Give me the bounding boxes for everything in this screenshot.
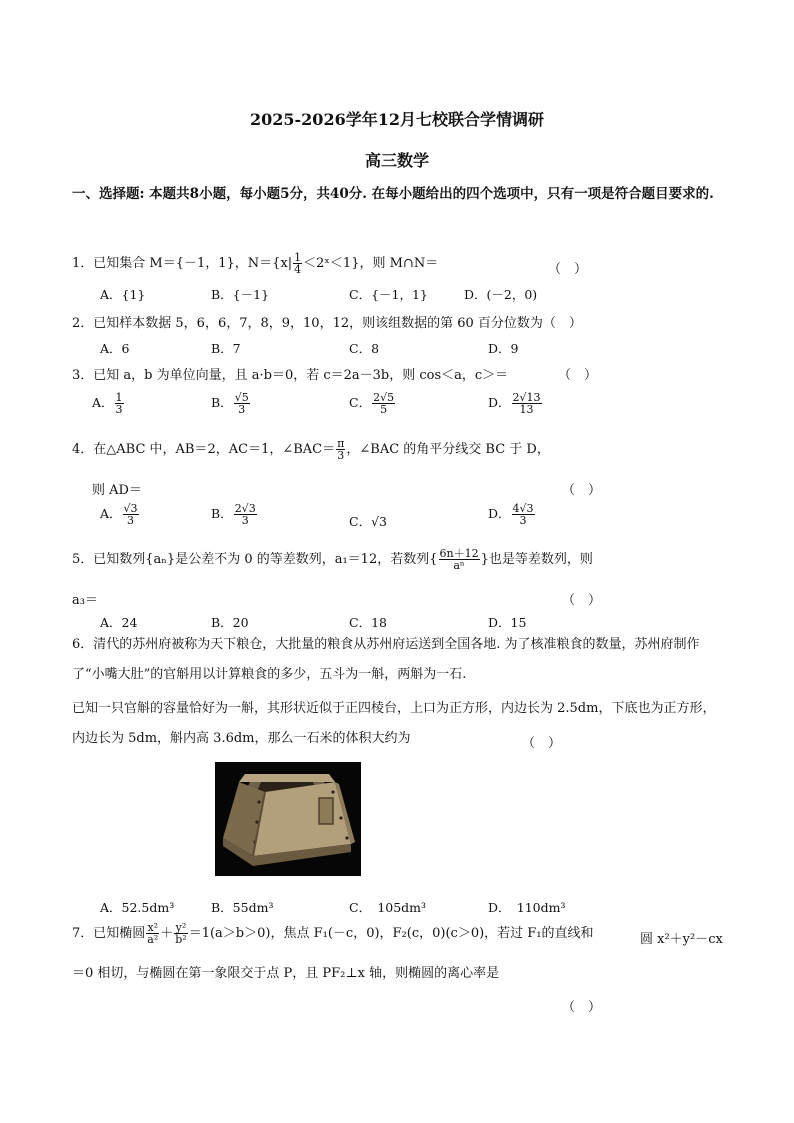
q6-option-b: B．55dm³ xyxy=(211,900,274,915)
q7-fraction-x: $\frac{\text{x²}}{\text{a²}}$ xyxy=(147,921,159,946)
q1-option-d: D．(－2，0) xyxy=(464,287,538,302)
question-3: 3．已知 a，b 为单位向量，且 a·b＝0，若 c＝2a－3b，则 cos＜a，c＞＝ xyxy=(72,368,509,383)
q5-option-d: D．15 xyxy=(488,615,527,630)
q4-line-2: 则 AD＝ xyxy=(92,483,142,498)
question-6-para-2: 已知一只官斛的容量恰好为一斛，其形状近似于正四棱台，上口为正方形，内边长为 2.5dm，下底也为正方形，内边长为 5dm，斛内高 3.6dm，那么一石米的体积大约为 xyxy=(72,701,716,746)
q3-answer-paren: （ ） xyxy=(558,368,598,383)
q7-line-2: ＝0 相切，与椭圆在第一象限交于点 P，且 PF₂⊥x 轴，则椭圆的离心率是 xyxy=(72,966,500,981)
q6-answer-paren: （ ） xyxy=(522,736,562,751)
q4-option-b: B． $\frac{2√3}{3}$ xyxy=(211,502,256,527)
q3-option-d: D． $\frac{2√13}{13}$ xyxy=(488,391,541,416)
question-7: 7．已知椭圆 $\frac{\text{x²}}{\text{a²}}$ ＋ $\frac{\text{y²}}{\text{b²}}$ ＝1(a＞b＞0)，焦点 F₁(－c，0)，F₂(c，0)(c＞0)，若过 F₁的直线和 xyxy=(72,921,594,946)
q1-stem-pre: 1．已知集合 M＝{－1，1}，N＝{x| xyxy=(72,256,293,271)
q4-option-a: A． $\frac{√3}{3}$ xyxy=(100,502,138,527)
question-4: 4．在△ABC 中，AB＝2，AC＝1，∠BAC＝ $\frac{\pi}{3}$ ，∠BAC 的角平分线交 BC 于 D， xyxy=(72,437,550,462)
q5-line-2: a₃＝ xyxy=(72,593,98,608)
q7-fraction-y: $\frac{\text{y²}}{\text{b²}}$ xyxy=(175,921,187,946)
question-6-para-1: 6．清代的苏州府被称为天下粮仓，大批量的粮食从苏州府运送到全国各地. 为了核准粮食的数量，苏州府制作了“小嘴大肚”的官斛用以计算粮食的多少，五斗为一斛，两斛为一石. xyxy=(72,637,700,682)
q4-option-c: C．√3 xyxy=(349,514,387,529)
page-subtitle: 高三数学 xyxy=(364,151,429,170)
q6-option-d: D． 110dm³ xyxy=(488,900,566,915)
q3-option-a: A． $\frac{1}{3}$ xyxy=(92,391,123,416)
q1-stem-post: ＜2ˣ＜1}，则 M∩N＝ xyxy=(303,256,439,271)
q4-option-d: D． $\frac{4√3}{3}$ xyxy=(488,502,534,527)
q2-option-b: B．7 xyxy=(211,341,241,356)
q6-option-c: C． 105dm³ xyxy=(349,900,427,915)
q7-circle-equation: 圆 x²＋y²－cx xyxy=(640,932,723,947)
question-2: 2．已知样本数据 5，6，6，7，8，9，10，12，则该组数据的第 60 百分位数为（ ） xyxy=(72,316,582,331)
q3-option-b: B． $\frac{√5}{3}$ xyxy=(211,391,249,416)
q5-option-a: A．24 xyxy=(100,615,138,630)
hu-vessel-illustration xyxy=(215,762,361,876)
q1-answer-paren: （ ） xyxy=(548,262,588,277)
grain-measure-photo xyxy=(215,762,361,876)
q6-option-a: A．52.5dm³ xyxy=(100,900,175,915)
q5-option-b: B．20 xyxy=(211,615,249,630)
q1-fraction: $\frac{1}{4}$ xyxy=(294,251,302,276)
q1-option-c: C．{－1，1} xyxy=(349,287,428,302)
q1-option-a: A．{1} xyxy=(100,287,146,302)
q2-option-a: A．6 xyxy=(100,341,130,356)
q2-option-c: C．8 xyxy=(349,341,380,356)
q5-fraction: $\frac{6n+12}{\text{aⁿ}}$ xyxy=(439,547,479,572)
q1-option-b: B．{－1} xyxy=(211,287,270,302)
q5-option-c: C．18 xyxy=(349,615,387,630)
page-title: 2025-2026学年12月七校联合学情调研 xyxy=(250,110,544,129)
question-1 xyxy=(72,252,438,275)
q4-fraction: $\frac{\pi}{3}$ xyxy=(337,437,345,462)
q4-answer-paren: （ ） xyxy=(562,483,602,498)
q7-answer-paren: （ ） xyxy=(562,1000,602,1015)
q3-option-c: C． $\frac{2√5}{5}$ xyxy=(349,391,395,416)
q2-option-d: D．9 xyxy=(488,341,519,356)
q5-answer-paren: （ ） xyxy=(562,593,602,608)
question-5: 5．已知数列{aₙ}是公差不为 0 的等差数列，a₁＝12，若数列{ $\frac{6n+12}{\text{aⁿ}}$ }也是等差数列，则 xyxy=(72,547,593,572)
section-heading: 一、选择题: 本题共8小题，每小题5分，共40分. 在每小题给出的四个选项中，只有一项是符合题目要求的. xyxy=(72,186,714,202)
